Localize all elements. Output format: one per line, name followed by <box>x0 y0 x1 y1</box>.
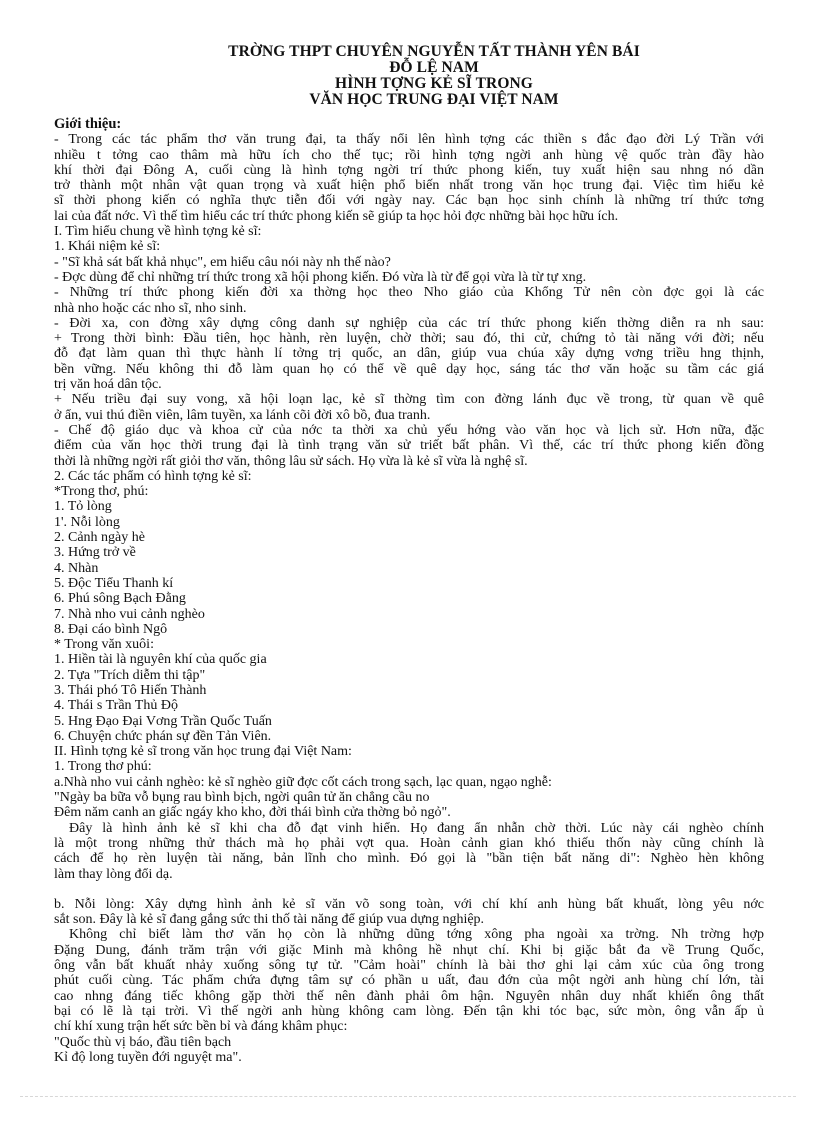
paragraph-line: - Chế độ giáo dục và khoa cử của nớc ta thời xa chủ yếu hớng vào văn học và lịch sử. Hơn nữa, đặc <box>54 422 764 438</box>
list-item: 3. Thái phó Tô Hiến Thành <box>54 682 207 698</box>
list-item: 8. Đại cáo bình Ngô <box>54 621 168 637</box>
paragraph-line: ông vẫn bất khuất nhảy xuống sông tự tử. "Cảm hoài" chính là bài thơ ghi lại cảm xúc của ông trong <box>54 958 764 974</box>
quote-line: "Ngày ba bữa vỗ bụng rau bình bịch, ngời quân tử ăn chẳng cầu no <box>54 790 430 806</box>
paragraph-line: cao nhng đáng tiếc không gặp thời thế nên đành phải ôm hận. Nguyên nhân duy nhất khiến ông thất <box>54 988 764 1004</box>
list-item: 1'. Nỗi lòng <box>54 514 120 530</box>
paragraph-line: b. Nỗi lòng: Xây dựng hình ảnh kẻ sĩ văn võ song toàn, với chí khí anh hùng bất khuất, lòng yêu nớc <box>54 896 764 912</box>
paragraph-line: đỗ đạt làm quan thì thực hành lí tởng trị quốc, an dân, giúp vua chúa xây dựng vơng triều hng thịnh, <box>54 346 764 362</box>
paragraph-line: chí khí xung trận hết sức bền bỉ và đáng khâm phục: <box>54 1019 348 1035</box>
list-heading: *Trong thơ, phú: <box>54 484 149 500</box>
quote-line: "Quốc thù vị báo, đầu tiên bạch <box>54 1034 232 1050</box>
list-item: 2. Cảnh ngày hè <box>54 530 145 546</box>
paragraph-line: sắt son. Đây là kẻ sĩ đang gắng sức thi thố tài năng để giúp vua dựng nghiệp. <box>54 912 485 928</box>
list-item: 1. Tỏ lòng <box>54 499 112 515</box>
quote-line: Kỉ độ long tuyền đới nguyệt ma". <box>54 1049 242 1065</box>
document-header <box>0 44 816 108</box>
intro-heading: Giới thiệu: <box>54 117 122 132</box>
paragraph-line: điểm của văn học thời trung đại là tình trạng văn sử triết bất phân. Vì thế, các trí thức phong kiến đồng <box>54 438 764 454</box>
subsection-heading: 2. Các tác phẩm có hình tợng kẻ sĩ: <box>54 468 252 484</box>
section-heading: II. Hình tợng kẻ sĩ trong văn học trung đại Việt Nam: <box>54 744 352 760</box>
list-item: 2. Tựa "Trích diễm thi tập" <box>54 667 206 683</box>
paragraph-line: là một trong những thử thách mà họ phải vợt qua. Hoàn cảnh gian khó thiếu thốn này cũng chính là <box>54 835 764 851</box>
subsection-heading: 1. Trong thơ phú: <box>54 759 152 775</box>
paragraph-line: Không chỉ biết làm thơ văn họ còn là những dũng tớng xông pha ngoài xa trờng. Nh trờng hợp <box>69 927 764 943</box>
list-item: 4. Thái s Trần Thủ Độ <box>54 698 178 714</box>
list-item: 6. Phú sông Bạch Đằng <box>54 591 186 607</box>
blank-line <box>54 882 764 897</box>
list-item: 3. Hứng trở về <box>54 545 136 561</box>
paragraph-line: - Đời xa, con đờng xây dựng công danh sự nghiệp của các trí thức phong kiến thờng diễn ra nh sau: <box>54 315 764 331</box>
list-item: 6. Chuyện chức phán sự đền Tản Viên. <box>54 728 272 744</box>
author-name: ĐỖ LỆ NAM <box>389 59 479 76</box>
paragraph-line: bại có lẽ là tại trời. Vì thế ngời anh hùng không cam lòng. Đến tận khi tóc bạc, sức mòn, ông vẫn ấp ủ <box>54 1003 764 1019</box>
paragraph-line: - Những trí thức phong kiến đời xa thờng học theo Nho giáo của Khổng Tử nên còn đợc gọi là các <box>54 285 764 301</box>
paragraph-line: sĩ thời phong kiến có nghĩa thực tiễn đối với ngày nay. Các bạn học sinh chính là những trí thức tơng <box>54 193 764 209</box>
list-item: 4. Nhàn <box>54 560 99 576</box>
paragraph-line: - Đợc dùng để chỉ những trí thức trong xã hội phong kiến. Đó vừa là từ để gọi vừa là từ tự xng. <box>54 269 587 285</box>
paragraph-line: - "Sĩ khả sát bất khả nhục", em hiểu câu nói này nh thế nào? <box>54 254 391 270</box>
paragraph-line: ở ẩn, vui thú điền viên, lâm tuyền, xa lánh cõi đời xô bồ, đua tranh. <box>54 407 431 423</box>
paragraph-line: - Trong các tác phẩm thơ văn trung đại, ta thấy nổi lên hình tợng các thiền s đắc đạo đời Lý Trần với <box>54 132 764 148</box>
subsection-heading: 1. Khái niệm kẻ sĩ: <box>54 239 161 255</box>
paragraph-line: cách để họ rèn luyện tài năng, bản lĩnh cho mình. Đó gọi là "bần tiện bất năng di": Nghèo hèn không <box>54 851 764 867</box>
list-item: 1. Hiền tài là nguyên khí của quốc gia <box>54 652 267 668</box>
paragraph-line: nhà nho hoặc các nho sĩ, nho sinh. <box>54 300 247 316</box>
paragraph-line: trở thành một nhân vật quan trọng và xuất hiện phổ biến nhất trong văn học trung đại. Việc tìm hiểu kẻ <box>54 178 764 194</box>
paragraph-line: nhiều t tởng cao thâm mà hữu ích cho thế tục; rồi hình tợng ngời anh hùng vệ quốc tràn đầy hào <box>54 147 764 163</box>
paragraph-line: Đặng Dung, đánh trăm trận với giặc Minh mà không hề nhụt chí. Khi bị giặc bắt đa về Trung Quốc, <box>54 942 764 958</box>
quote-line: Đêm năm canh an giấc ngáy kho kho, đời thái bình cửa thờng bỏ ngỏ". <box>54 805 451 821</box>
paragraph-line: a.Nhà nho vui cảnh nghèo: kẻ sĩ nghèo giữ đợc cốt cách trong sạch, lạc quan, ngạo nghễ: <box>54 774 552 790</box>
paragraph-line: + Nếu triều đại suy vong, xã hội loạn lạc, kẻ sĩ thờng tìm con đờng lánh đục về trong, từ quan về quê <box>54 392 764 408</box>
school-name: TRỜNG THPT CHUYÊN NGUYỄN TẤT THÀNH YÊN BÁI <box>228 43 640 60</box>
paragraph-line: lai của đất nớc. Vì thế tìm hiểu các trí thức phong kiến sẽ giúp ta học hỏi đợc những bài học hữu ích. <box>54 208 619 224</box>
paragraph-line: bền vững. Nếu không thi đỗ làm quan họ có thể về quê dạy học, sáng tác thơ văn hoặc su tầm các giá <box>54 361 764 377</box>
title-line-1: HÌNH TỢNG KẺ SĨ TRONG <box>335 75 533 92</box>
document-body <box>54 117 764 1065</box>
paragraph-line: khí thời đại Đông A, cuối cùng là hình tợng ngời trí thức phong kiến, tuy xuất hiện sau nhng nó dần <box>54 162 764 178</box>
paragraph-line: phút cuối cùng. Tác phẩm chứa đựng tâm sự có phần u uất, đau đớn của một ngời anh hùng chí lớn, tài <box>54 973 764 989</box>
paragraph-line: thời là những ngời rất giỏi thơ văn, thông lâu sử sách. Họ vừa là kẻ sĩ vừa là nghệ sĩ. <box>54 453 528 469</box>
paragraph-line: trị văn hoá dân tộc. <box>54 377 162 393</box>
list-item: 5. Hng Đạo Đại Vơng Trần Quốc Tuấn <box>54 713 272 729</box>
list-heading: * Trong văn xuôi: <box>54 637 154 653</box>
paragraph-line: Đây là hình ảnh kẻ sĩ khi cha đỗ đạt vinh hiển. Họ đang ẩn nhẫn chờ thời. Lúc này cái nghèo chính <box>69 820 764 836</box>
paragraph-line: + Trong thời bình: Đầu tiên, học hành, rèn luyện, chờ thời; sau đó, thi cử, chứng tỏ tài năng với đời; nếu <box>54 331 764 347</box>
list-item: 7. Nhà nho vui cảnh nghèo <box>54 606 205 622</box>
paragraph-line: làm thay lòng đổi dạ. <box>54 866 173 882</box>
title-line-2: VĂN HỌC TRUNG ĐẠI VIỆT NAM <box>309 91 559 108</box>
list-item: 5. Độc Tiểu Thanh kí <box>54 575 174 591</box>
page-bottom-divider <box>20 1096 796 1097</box>
section-heading: I. Tìm hiểu chung về hình tợng kẻ sĩ: <box>54 224 262 240</box>
